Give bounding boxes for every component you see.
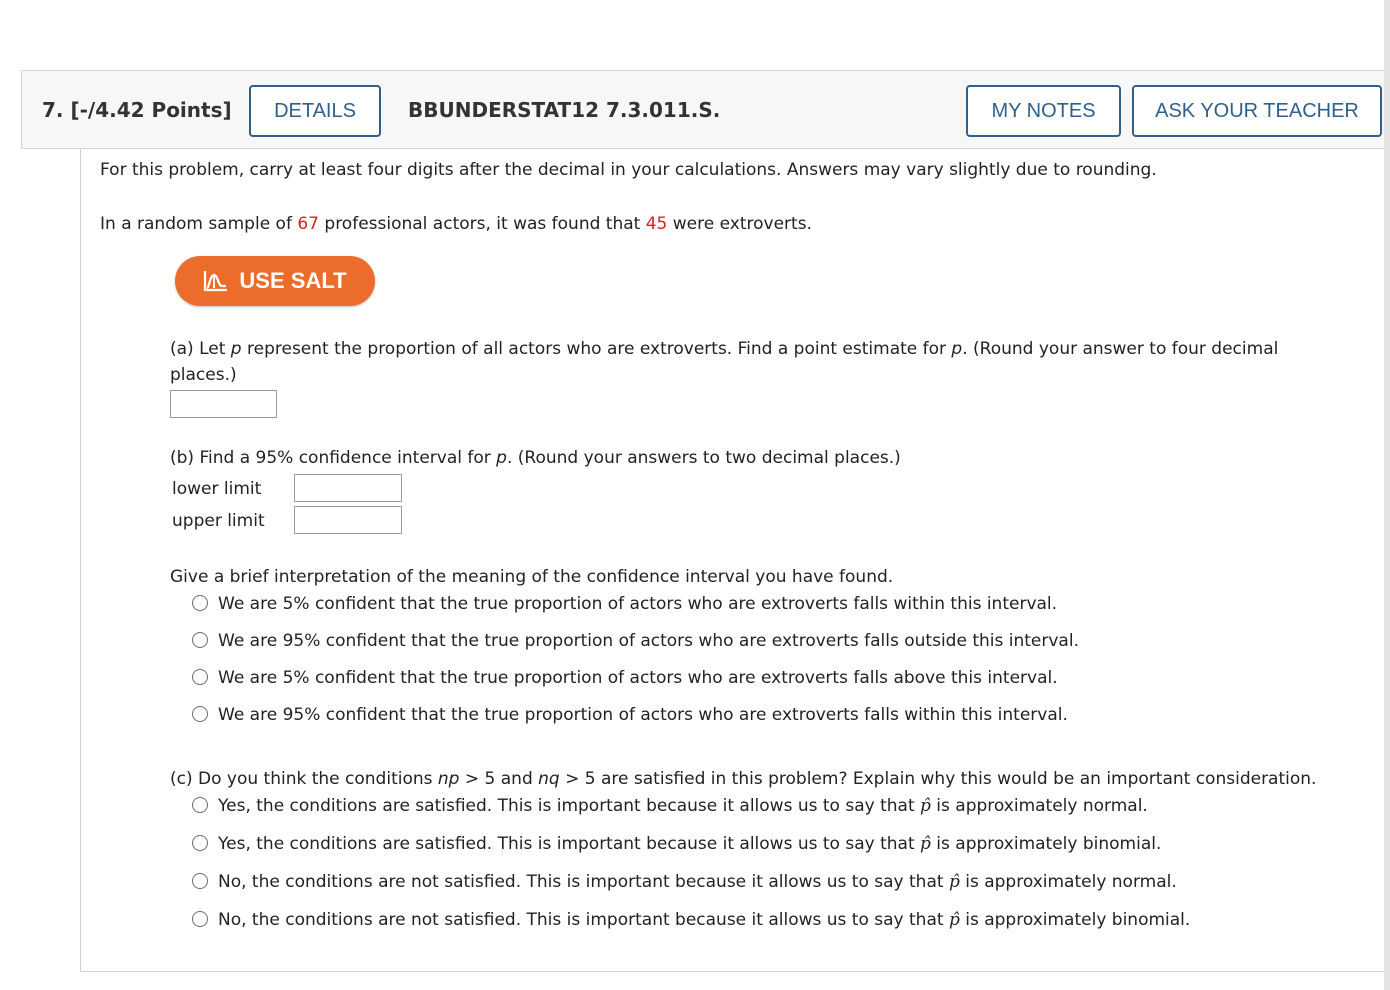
ask-your-teacher-button[interactable]: ASK YOUR TEACHER (1132, 85, 1382, 137)
part-a-question (170, 336, 1278, 362)
conditions-option-4-pre: No, the conditions are not satisfied. This is important because it allows us to say that (218, 910, 949, 930)
part-c-text-cond1: > 5 and (459, 769, 539, 789)
conditions-option-3 (218, 869, 1177, 895)
point-estimate-input[interactable] (170, 390, 277, 418)
interpretation-radio-4[interactable] (192, 706, 208, 722)
part-b-var-p: p (496, 448, 507, 468)
conditions-option-1-pre: Yes, the conditions are satisfied. This is important because it allows us to say that (218, 796, 921, 816)
part-a-text-pre: (a) Let (170, 339, 231, 359)
conditions-option-3-post: is approximately normal. (959, 872, 1177, 892)
part-a-text-mid: represent the proportion of all actors who are extroverts. Find a point estimate for (241, 339, 952, 359)
part-b-text-post: . (Round your answers to two decimal places.) (506, 448, 901, 468)
my-notes-button[interactable]: MY NOTES (966, 85, 1121, 137)
upper-limit-input[interactable] (294, 506, 402, 534)
extroverts-count-value: 45 (645, 214, 668, 234)
part-b-text-pre: (b) Find a 95% confidence interval for (170, 448, 497, 468)
part-a-var-p: p (230, 339, 242, 359)
conditions-radio-4[interactable] (192, 911, 208, 927)
upper-limit-label: upper limit (172, 511, 265, 531)
part-c-text-pre: (c) Do you think the conditions (170, 769, 438, 789)
lower-limit-label: lower limit (172, 479, 262, 499)
p-hat-symbol: p̂ (948, 872, 960, 892)
part-c-var-nq: nq (538, 769, 560, 789)
part-c-text-cond2: > 5 are satisfied in this problem? Explain why this would be an important consideration. (559, 769, 1317, 789)
conditions-option-3-pre: No, the conditions are not satisfied. This is important because it allows us to say that (218, 872, 949, 892)
conditions-option-2-post: is approximately binomial. (930, 834, 1162, 854)
interpretation-option-1: We are 5% confident that the true proportion of actors who are extroverts falls within this interval. (218, 594, 1058, 614)
use-salt-label: USE SALT (239, 268, 347, 293)
sample-description (100, 211, 812, 237)
part-a-question-line2: places.) (170, 365, 237, 385)
page-scrollbar[interactable] (1384, 0, 1390, 990)
details-button[interactable]: DETAILS (249, 85, 381, 137)
interpretation-option-4: We are 95% confident that the true proportion of actors who are extroverts falls within this interval. (218, 705, 1068, 725)
lower-limit-input[interactable] (294, 474, 402, 502)
conditions-option-4 (218, 907, 1190, 933)
conditions-option-4-post: is approximately binomial. (959, 910, 1191, 930)
sample-text-suffix: were extroverts. (667, 214, 812, 234)
part-c-var-np: np (437, 769, 460, 789)
conditions-radio-3[interactable] (192, 873, 208, 889)
sample-size-value: 67 (297, 214, 319, 234)
conditions-radio-2[interactable] (192, 835, 208, 851)
conditions-option-2 (218, 831, 1161, 857)
interpretation-option-2: We are 95% confident that the true proportion of actors who are extroverts falls outside this interval. (218, 631, 1079, 651)
interpretation-radio-3[interactable] (192, 669, 208, 685)
conditions-radio-1[interactable] (192, 797, 208, 813)
sample-text-middle: professional actors, it was found that (319, 214, 646, 234)
question-points-label: 7. [-/4.42 Points] (42, 98, 232, 122)
interpretation-radio-1[interactable] (192, 595, 208, 611)
part-a-text-post: . (Round your answer to four decimal (962, 339, 1279, 359)
part-a-var-p-2: p (951, 339, 963, 359)
p-hat-symbol: p̂ (920, 796, 931, 816)
p-hat-symbol: p̂ (920, 834, 931, 854)
conditions-option-2-pre: Yes, the conditions are satisfied. This is important because it allows us to say that (218, 834, 921, 854)
part-b-question (170, 445, 901, 471)
interpretation-option-3: We are 5% confident that the true proportion of actors who are extroverts falls above this interval. (218, 668, 1058, 688)
interpretation-radio-2[interactable] (192, 632, 208, 648)
conditions-option-1-post: is approximately normal. (930, 796, 1148, 816)
interpretation-prompt: Give a brief interpretation of the meaning of the confidence interval you have found. (170, 567, 894, 587)
sample-text-prefix: In a random sample of (100, 214, 298, 234)
use-salt-button[interactable] (175, 256, 375, 306)
question-header (21, 70, 1390, 149)
instruction-text: For this problem, carry at least four digits after the decimal in your calculations. Answers may vary slightly due to rounding. (100, 160, 1157, 180)
salt-chart-icon (203, 270, 229, 292)
problem-code: BBUNDERSTAT12 7.3.011.S. (408, 98, 721, 122)
part-c-question (170, 766, 1316, 792)
conditions-option-1 (218, 793, 1148, 819)
p-hat-symbol: p̂ (948, 910, 960, 930)
